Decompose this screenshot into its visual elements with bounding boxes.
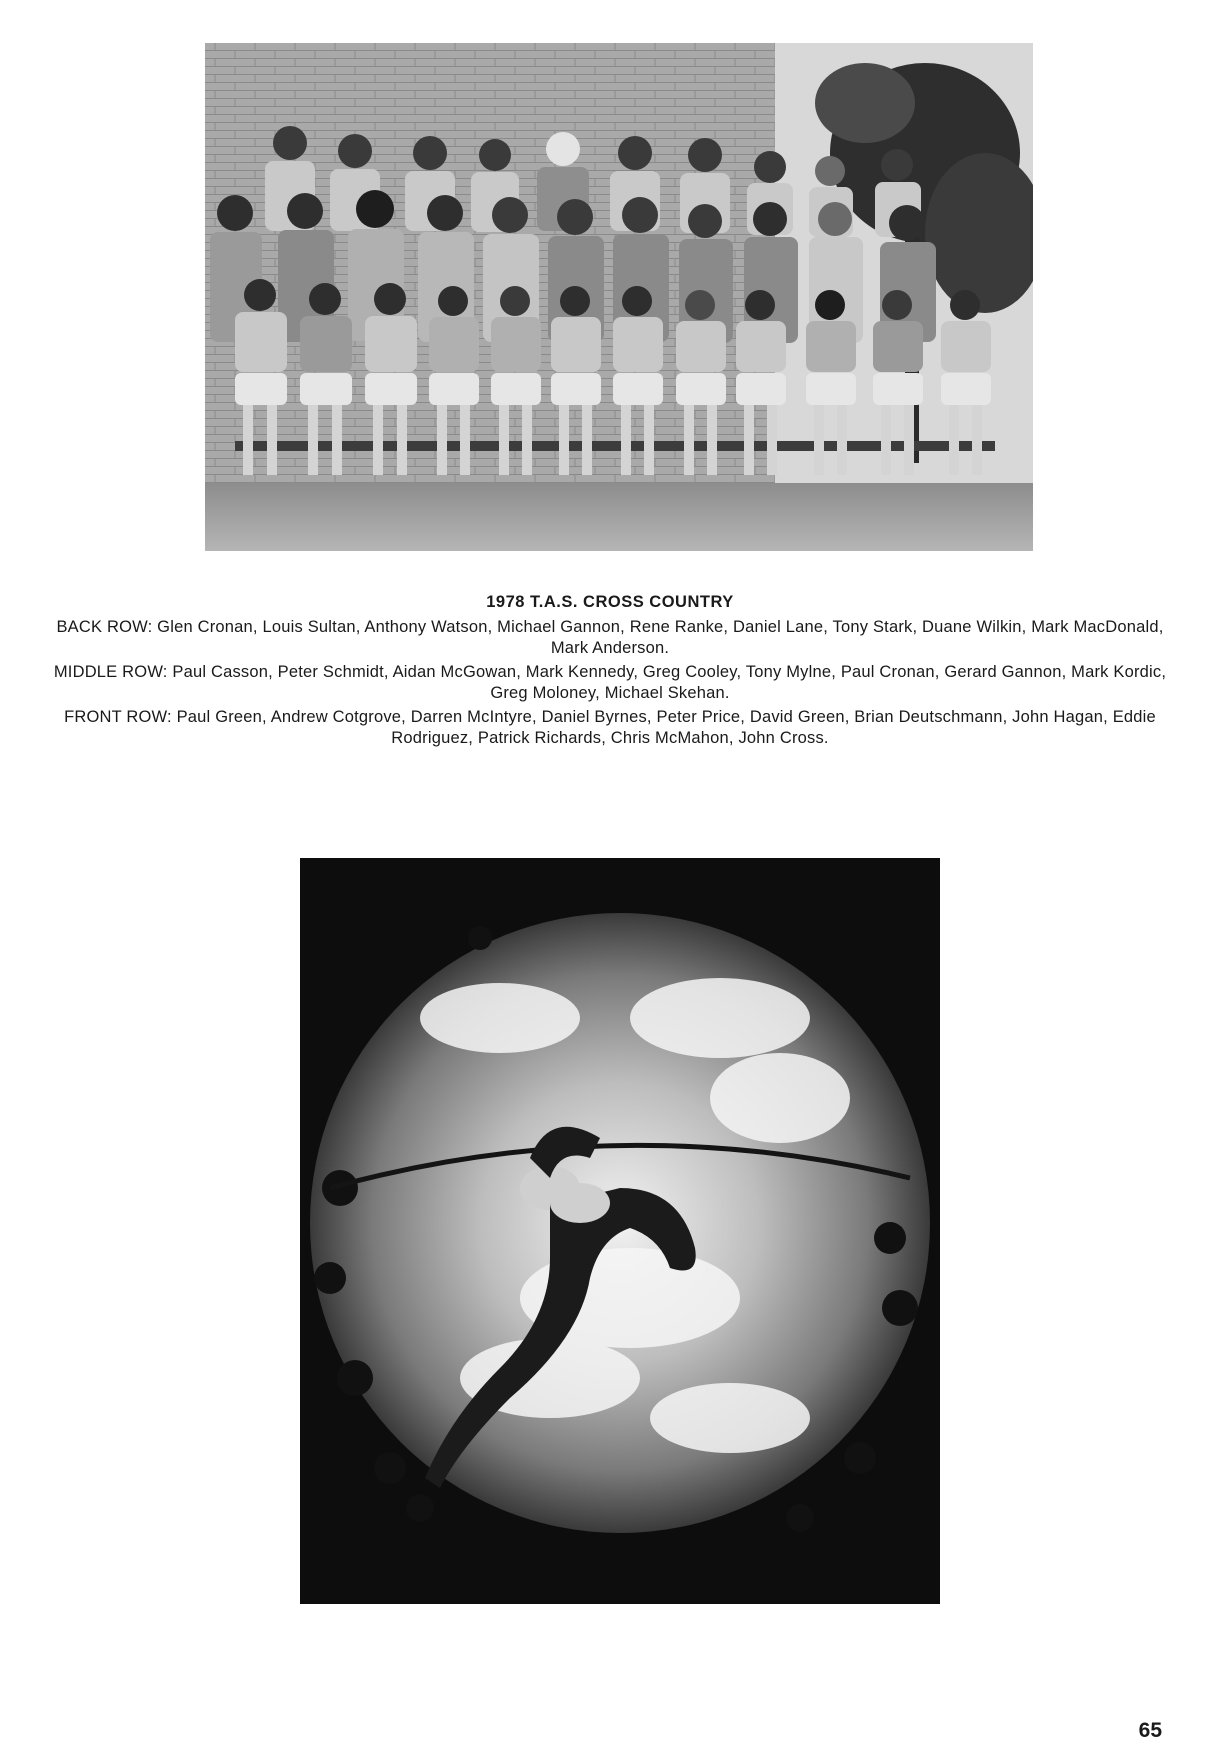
team-photo — [205, 43, 1033, 551]
team-photo-image — [205, 43, 1033, 551]
caption-back-row: BACK ROW: Glen Cronan, Louis Sultan, Anthony Watson, Michael Gannon, Rene Ranke, Daniel Lane, Tony Stark, Duane Wilkin, Mark MacDonald, Mark Anderson. — [56, 618, 1164, 657]
high-jump-photo-image — [300, 858, 940, 1604]
caption-middle-row: MIDDLE ROW: Paul Casson, Peter Schmidt, Aidan McGowan, Mark Kennedy, Greg Cooley, Tony Mylne, Paul Cronan, Gerard Gannon, Mark Kordic, Greg Moloney, Michael Skehan. — [53, 663, 1167, 702]
page-number: 65 — [1138, 1719, 1162, 1742]
photo-caption — [52, 592, 1168, 752]
caption-front-row: FRONT ROW: Paul Green, Andrew Cotgrove, Darren McIntyre, Daniel Byrnes, Peter Price, David Green, Brian Deutschmann, John Hagan, Eddie Rodriguez, Patrick Richards, Chris McMahon, John Cross. — [64, 708, 1156, 747]
caption-title: 1978 T.A.S. CROSS COUNTRY — [486, 593, 734, 611]
high-jump-photo — [300, 858, 940, 1604]
